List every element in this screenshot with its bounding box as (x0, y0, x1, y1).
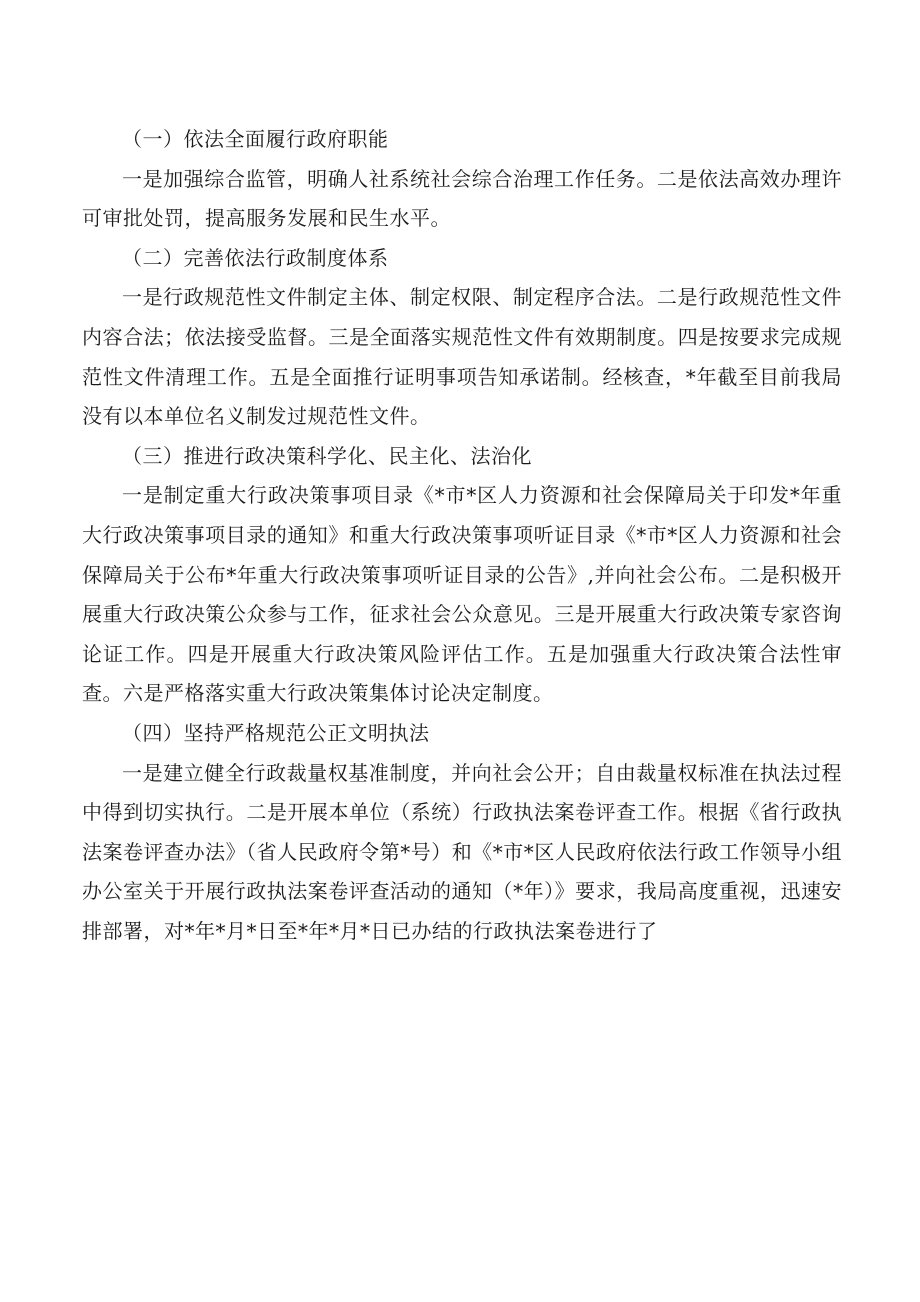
section-heading: （四）坚持严格规范公正文明执法 (122, 720, 430, 745)
section-heading: （一）依法全面履行政府职能 (122, 127, 389, 151)
section-paragraph: 一是建立健全行政裁量权基准制度，并向社会公开；自由裁量权标准在执法过程中得到切实执行。二是开展本单位（系统）行政执法案卷评查工作。根据《省行政执法案卷评查办法》（省人民政府令第*号）和《*市*区人民政府依法行政工作领导小组办公室关于开展行政执法案卷评查活动的通知（*年）》要求，我局高度重视，迅速安排部署，对*年*月*日至*年*月*日已办结的行政执法案卷进行了 (82, 760, 842, 943)
section-paragraph: 一是行政规范性文件制定主体、制定权限、制定程序合法。二是行政规范性文件内容合法；依法接受监督。三是全面落实规范性文件有效期制度。四是按要求完成规范性文件清理工作。五是全面推行证明事项告知承诺制。经核查，*年截至目前我局没有以本单位名义制发过规范性文件。 (82, 285, 842, 429)
section-paragraph: 一是加强综合监管，明确人社系统社会综合治理工作任务。二是依法高效办理许可审批处罚，提高服务发展和民生水平。 (82, 166, 842, 231)
section-heading: （三）推进行政决策科学化、民主化、法治化 (122, 443, 532, 468)
section-3 (82, 437, 842, 714)
section-paragraph: 一是制定重大行政决策事项目录《*市*区人力资源和社会保障局关于印发*年重大行政决策事项目录的通知》和重大行政决策事项听证目录《*市*区人力资源和社会保障局关于公布*年重大行政决策事项听证目录的公告》,并向社会公布。二是积极开展重大行政决策公众参与工作，征求社会公众意见。三是开展重大行政决策专家咨询论证工作。四是开展重大行政决策风险评估工作。五是加强重大行政决策合法性审查。六是严格落实重大行政决策集体讨论决定制度。 (82, 483, 842, 706)
section-1 (82, 120, 842, 239)
section-4 (82, 714, 842, 952)
section-2 (82, 239, 842, 437)
document-page (82, 120, 842, 951)
section-heading: （二）完善依法行政制度体系 (122, 245, 389, 270)
